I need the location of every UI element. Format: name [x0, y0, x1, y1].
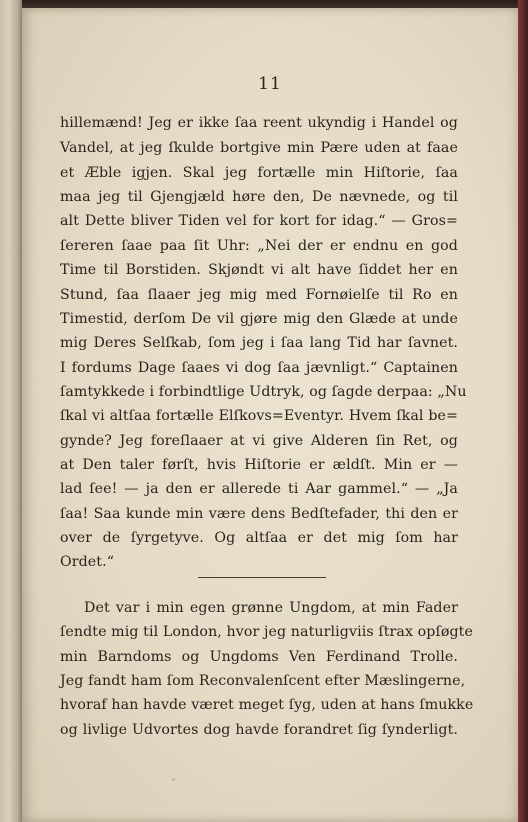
- text-line: ſkal vi altſaa fortælle Elſkovs=Eventyr. Hvem ſkal be=: [60, 408, 458, 424]
- text-line: lad ſee! — ja den er allerede ti Aar gammel.“ — „Ja: [60, 481, 458, 497]
- text-line: hvoraf han havde været meget ſyg, uden at hans ſmukke: [60, 697, 474, 713]
- text-line: Jeg fandt ham ſom Reconvalenſcent efter Mæslingerne,: [60, 673, 466, 689]
- page-gutter: [0, 0, 22, 822]
- text-line: ſaa! Saa kunde min være dens Bedſtefader, thi den er: [60, 506, 458, 522]
- text-line: gynde? Jeg foreſlaaer at vi give Alderen ſin Ret, og: [60, 433, 458, 449]
- text-line: min Barndoms og Ungdoms Ven Ferdinand Trolle.: [60, 649, 458, 665]
- text-line: og livlige Udvortes dog havde forandret ſig ſynderligt.: [60, 722, 458, 738]
- text-line: et Æble igjen. Skal jeg fortælle min Hiſtorie, ſaa: [60, 165, 458, 181]
- text-line: hillemænd! Jeg er ikke ſaa reent ukyndig i Handel og: [60, 115, 458, 131]
- text-line: ſendte mig til London, hvor jeg naturligviis ſtrax opſøgte: [60, 624, 473, 640]
- text-line: Vandel, at jeg ſkulde bortgive min Pære uden at faae: [60, 140, 458, 156]
- text-line: ſereren ſaae paa ſit Uhr: „Nei der er endnu en god: [60, 238, 458, 254]
- page-number: 11: [258, 74, 282, 94]
- text-line: Ordet.“: [60, 554, 115, 570]
- text-line: Stund, ſaa ſlaaer jeg mig med Fornøielſe til Ro en: [60, 287, 458, 303]
- book-page: [22, 8, 518, 822]
- paper-stain: [172, 778, 175, 781]
- book-cover-edge: [518, 0, 528, 822]
- text-line: Time til Borstiden. Skjøndt vi alt have ſiddet her en: [60, 262, 458, 278]
- text-line: over de ſyrgetyve. Og altſaa er det mig ſom har: [60, 530, 458, 546]
- text-line: Det var i min egen grønne Ungdom, at min Fader: [84, 600, 458, 616]
- text-line: at Den taler førſt, hvis Hiſtorie er ældſt. Min er —: [60, 457, 458, 473]
- text-line: ſamtykkede i forbindtlige Udtryk, og ſagde derpaa: „Nu: [60, 384, 467, 400]
- text-line: Timestid, derſom De vil gjøre mig den Glæde at unde: [60, 311, 458, 327]
- text-line: mig Deres Selſkab, ſom jeg i ſaa lang Tid har ſavnet.: [60, 335, 458, 351]
- text-line: I fordums Dage ſaaes vi dog ſaa jævnligt.“ Captainen: [60, 360, 458, 376]
- text-line: alt Dette bliver Tiden vel for kort for idag.“ — Gros=: [60, 213, 458, 229]
- section-divider: [198, 577, 326, 578]
- text-line: maa jeg til Gjengjæld høre den, De nævnede, og til: [60, 189, 458, 205]
